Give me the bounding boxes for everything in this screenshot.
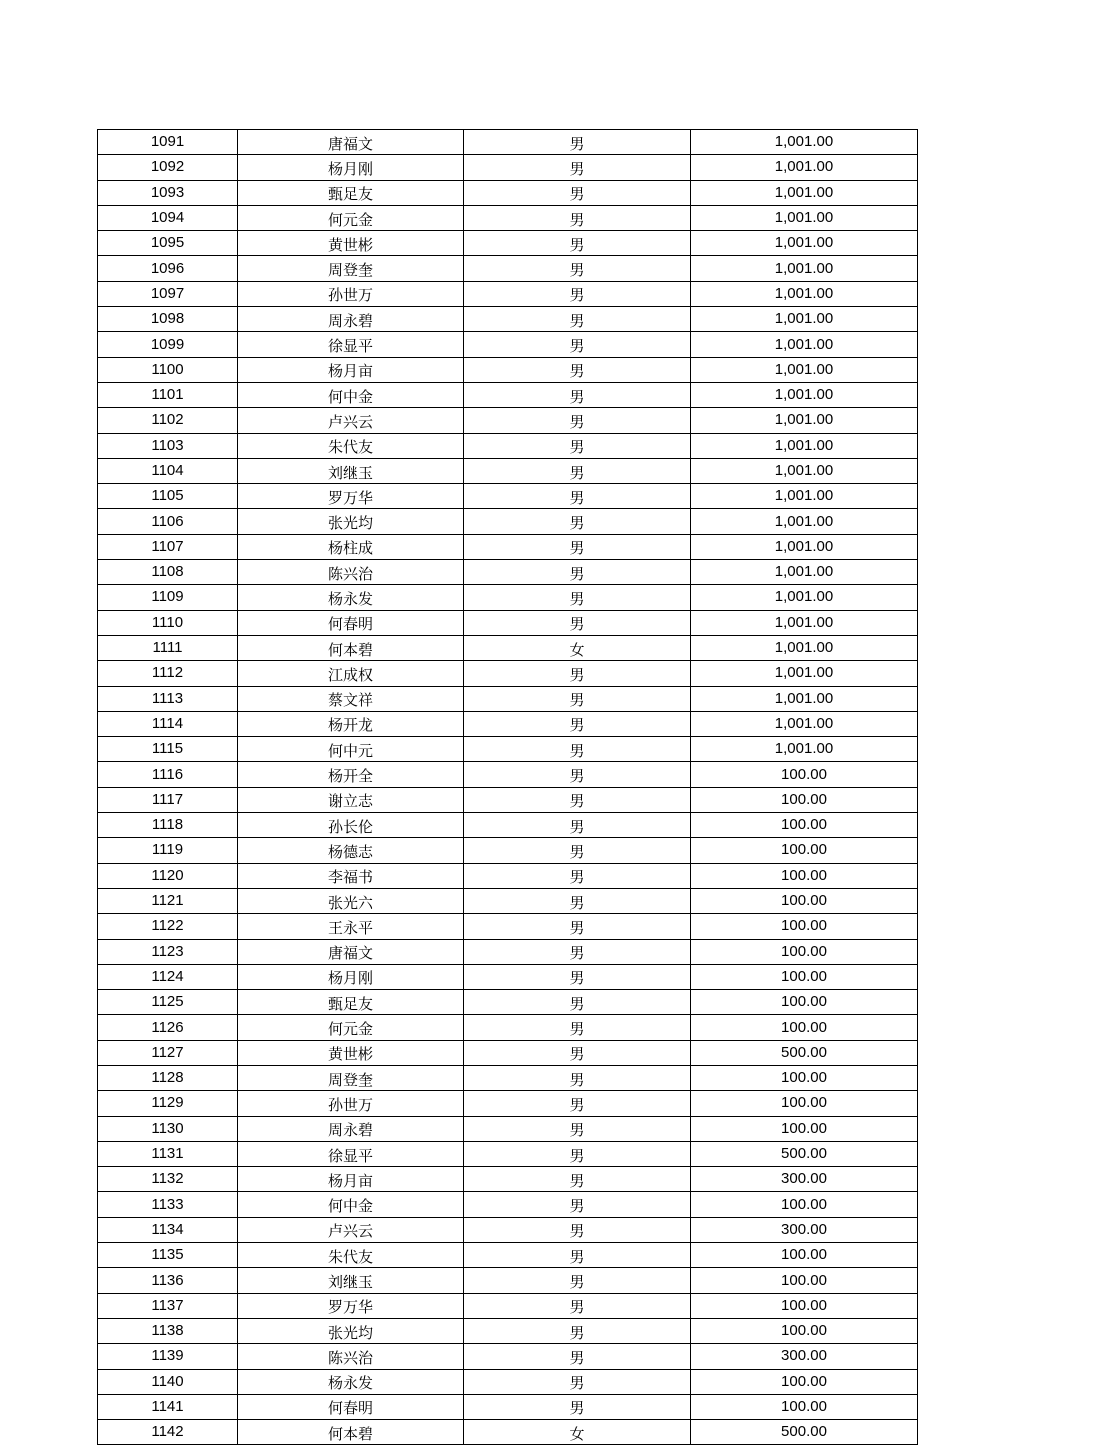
table-row xyxy=(98,484,918,509)
row-number-cell: 1097 xyxy=(98,281,238,306)
table-row xyxy=(98,711,918,736)
row-number-cell: 1134 xyxy=(98,1217,238,1242)
amount-cell: 1,001.00 xyxy=(691,256,918,281)
table-body xyxy=(98,130,918,1445)
row-number-cell: 1098 xyxy=(98,307,238,332)
gender-cell: 男 xyxy=(464,686,691,711)
gender-cell: 男 xyxy=(464,914,691,939)
gender-cell: 男 xyxy=(464,1065,691,1090)
amount-cell: 100.00 xyxy=(691,1394,918,1419)
amount-cell: 100.00 xyxy=(691,1091,918,1116)
name-cell: 唐福文 xyxy=(238,939,464,964)
row-number-cell: 1130 xyxy=(98,1116,238,1141)
amount-cell: 1,001.00 xyxy=(691,509,918,534)
name-cell: 何元金 xyxy=(238,205,464,230)
amount-cell: 1,001.00 xyxy=(691,484,918,509)
row-number-cell: 1110 xyxy=(98,610,238,635)
amount-cell: 100.00 xyxy=(691,1268,918,1293)
name-cell: 罗万华 xyxy=(238,1293,464,1318)
row-number-cell: 1124 xyxy=(98,964,238,989)
table-row xyxy=(98,737,918,762)
name-cell: 卢兴云 xyxy=(238,408,464,433)
gender-cell: 男 xyxy=(464,256,691,281)
table-row xyxy=(98,180,918,205)
row-number-cell: 1109 xyxy=(98,585,238,610)
amount-cell: 1,001.00 xyxy=(691,180,918,205)
amount-cell: 1,001.00 xyxy=(691,635,918,660)
name-cell: 何中金 xyxy=(238,1192,464,1217)
table-row xyxy=(98,155,918,180)
table-row xyxy=(98,762,918,787)
name-cell: 杨月亩 xyxy=(238,1167,464,1192)
table-row xyxy=(98,1217,918,1242)
name-cell: 杨永发 xyxy=(238,585,464,610)
amount-cell: 100.00 xyxy=(691,888,918,913)
name-cell: 何春明 xyxy=(238,610,464,635)
table-row xyxy=(98,130,918,155)
amount-cell: 1,001.00 xyxy=(691,332,918,357)
gender-cell: 男 xyxy=(464,1394,691,1419)
row-number-cell: 1104 xyxy=(98,458,238,483)
row-number-cell: 1103 xyxy=(98,433,238,458)
table-row xyxy=(98,534,918,559)
table-row xyxy=(98,787,918,812)
table-row xyxy=(98,1420,918,1445)
row-number-cell: 1129 xyxy=(98,1091,238,1116)
name-cell: 罗万华 xyxy=(238,484,464,509)
amount-cell: 100.00 xyxy=(691,1369,918,1394)
table-row xyxy=(98,888,918,913)
table-row xyxy=(98,1040,918,1065)
row-number-cell: 1126 xyxy=(98,1015,238,1040)
gender-cell: 女 xyxy=(464,1420,691,1445)
amount-cell: 300.00 xyxy=(691,1344,918,1369)
amount-cell: 1,001.00 xyxy=(691,155,918,180)
row-number-cell: 1139 xyxy=(98,1344,238,1369)
amount-cell: 100.00 xyxy=(691,1065,918,1090)
gender-cell: 男 xyxy=(464,990,691,1015)
table-row xyxy=(98,408,918,433)
amount-cell: 1,001.00 xyxy=(691,560,918,585)
row-number-cell: 1125 xyxy=(98,990,238,1015)
amount-cell: 500.00 xyxy=(691,1420,918,1445)
data-table xyxy=(97,129,918,1445)
table-row xyxy=(98,813,918,838)
gender-cell: 男 xyxy=(464,458,691,483)
amount-cell: 300.00 xyxy=(691,1167,918,1192)
name-cell: 杨开全 xyxy=(238,762,464,787)
gender-cell: 男 xyxy=(464,1192,691,1217)
row-number-cell: 1136 xyxy=(98,1268,238,1293)
table-row xyxy=(98,1369,918,1394)
gender-cell: 男 xyxy=(464,737,691,762)
amount-cell: 1,001.00 xyxy=(691,408,918,433)
row-number-cell: 1114 xyxy=(98,711,238,736)
table-row xyxy=(98,1394,918,1419)
row-number-cell: 1135 xyxy=(98,1243,238,1268)
table-row xyxy=(98,560,918,585)
amount-cell: 1,001.00 xyxy=(691,281,918,306)
gender-cell: 男 xyxy=(464,509,691,534)
row-number-cell: 1137 xyxy=(98,1293,238,1318)
name-cell: 杨月亩 xyxy=(238,357,464,382)
amount-cell: 1,001.00 xyxy=(691,433,918,458)
table-row xyxy=(98,863,918,888)
row-number-cell: 1111 xyxy=(98,635,238,660)
amount-cell: 1,001.00 xyxy=(691,205,918,230)
gender-cell: 男 xyxy=(464,281,691,306)
row-number-cell: 1133 xyxy=(98,1192,238,1217)
gender-cell: 男 xyxy=(464,357,691,382)
table-row xyxy=(98,838,918,863)
name-cell: 孙长伦 xyxy=(238,813,464,838)
table-row xyxy=(98,1141,918,1166)
amount-cell: 100.00 xyxy=(691,964,918,989)
table-row xyxy=(98,1243,918,1268)
gender-cell: 男 xyxy=(464,155,691,180)
row-number-cell: 1123 xyxy=(98,939,238,964)
amount-cell: 100.00 xyxy=(691,838,918,863)
amount-cell: 100.00 xyxy=(691,914,918,939)
gender-cell: 男 xyxy=(464,332,691,357)
gender-cell: 男 xyxy=(464,1369,691,1394)
gender-cell: 男 xyxy=(464,610,691,635)
row-number-cell: 1142 xyxy=(98,1420,238,1445)
amount-cell: 1,001.00 xyxy=(691,357,918,382)
amount-cell: 100.00 xyxy=(691,762,918,787)
name-cell: 徐显平 xyxy=(238,332,464,357)
table-row xyxy=(98,914,918,939)
row-number-cell: 1127 xyxy=(98,1040,238,1065)
name-cell: 杨柱成 xyxy=(238,534,464,559)
gender-cell: 男 xyxy=(464,534,691,559)
amount-cell: 100.00 xyxy=(691,1015,918,1040)
name-cell: 周登奎 xyxy=(238,1065,464,1090)
name-cell: 李福书 xyxy=(238,863,464,888)
name-cell: 何元金 xyxy=(238,1015,464,1040)
table-row xyxy=(98,433,918,458)
gender-cell: 男 xyxy=(464,888,691,913)
amount-cell: 100.00 xyxy=(691,1293,918,1318)
amount-cell: 1,001.00 xyxy=(691,307,918,332)
amount-cell: 1,001.00 xyxy=(691,534,918,559)
table-row xyxy=(98,964,918,989)
gender-cell: 男 xyxy=(464,787,691,812)
name-cell: 何中金 xyxy=(238,382,464,407)
amount-cell: 1,001.00 xyxy=(691,231,918,256)
name-cell: 王永平 xyxy=(238,914,464,939)
gender-cell: 男 xyxy=(464,231,691,256)
table-row xyxy=(98,635,918,660)
row-number-cell: 1092 xyxy=(98,155,238,180)
gender-cell: 男 xyxy=(464,585,691,610)
name-cell: 卢兴云 xyxy=(238,1217,464,1242)
row-number-cell: 1112 xyxy=(98,661,238,686)
amount-cell: 1,001.00 xyxy=(691,711,918,736)
row-number-cell: 1105 xyxy=(98,484,238,509)
gender-cell: 男 xyxy=(464,838,691,863)
table-row xyxy=(98,585,918,610)
gender-cell: 男 xyxy=(464,408,691,433)
gender-cell: 男 xyxy=(464,1116,691,1141)
name-cell: 周永碧 xyxy=(238,307,464,332)
name-cell: 陈兴治 xyxy=(238,1344,464,1369)
gender-cell: 男 xyxy=(464,939,691,964)
amount-cell: 100.00 xyxy=(691,813,918,838)
gender-cell: 男 xyxy=(464,205,691,230)
gender-cell: 男 xyxy=(464,130,691,155)
gender-cell: 男 xyxy=(464,382,691,407)
gender-cell: 男 xyxy=(464,661,691,686)
gender-cell: 男 xyxy=(464,1268,691,1293)
name-cell: 孙世万 xyxy=(238,1091,464,1116)
name-cell: 谢立志 xyxy=(238,787,464,812)
row-number-cell: 1100 xyxy=(98,357,238,382)
row-number-cell: 1118 xyxy=(98,813,238,838)
table-row xyxy=(98,1116,918,1141)
table-row xyxy=(98,661,918,686)
gender-cell: 男 xyxy=(464,813,691,838)
row-number-cell: 1131 xyxy=(98,1141,238,1166)
gender-cell: 男 xyxy=(464,1217,691,1242)
name-cell: 朱代友 xyxy=(238,1243,464,1268)
table-row xyxy=(98,1015,918,1040)
gender-cell: 男 xyxy=(464,1344,691,1369)
table-row xyxy=(98,382,918,407)
amount-cell: 100.00 xyxy=(691,787,918,812)
amount-cell: 100.00 xyxy=(691,1116,918,1141)
row-number-cell: 1106 xyxy=(98,509,238,534)
gender-cell: 男 xyxy=(464,1167,691,1192)
name-cell: 何春明 xyxy=(238,1394,464,1419)
table-row xyxy=(98,610,918,635)
row-number-cell: 1095 xyxy=(98,231,238,256)
name-cell: 何本碧 xyxy=(238,1420,464,1445)
gender-cell: 男 xyxy=(464,433,691,458)
gender-cell: 男 xyxy=(464,1015,691,1040)
table-row xyxy=(98,357,918,382)
name-cell: 朱代友 xyxy=(238,433,464,458)
table-row xyxy=(98,307,918,332)
gender-cell: 男 xyxy=(464,964,691,989)
amount-cell: 1,001.00 xyxy=(691,686,918,711)
table-row xyxy=(98,231,918,256)
name-cell: 刘继玉 xyxy=(238,458,464,483)
name-cell: 周永碧 xyxy=(238,1116,464,1141)
gender-cell: 男 xyxy=(464,1040,691,1065)
amount-cell: 1,001.00 xyxy=(691,610,918,635)
row-number-cell: 1141 xyxy=(98,1394,238,1419)
row-number-cell: 1091 xyxy=(98,130,238,155)
table-row xyxy=(98,1192,918,1217)
name-cell: 何本碧 xyxy=(238,635,464,660)
gender-cell: 男 xyxy=(464,1293,691,1318)
table-row xyxy=(98,1268,918,1293)
table-row xyxy=(98,458,918,483)
row-number-cell: 1101 xyxy=(98,382,238,407)
name-cell: 杨月刚 xyxy=(238,155,464,180)
name-cell: 黄世彬 xyxy=(238,1040,464,1065)
amount-cell: 1,001.00 xyxy=(691,661,918,686)
gender-cell: 男 xyxy=(464,762,691,787)
gender-cell: 男 xyxy=(464,1091,691,1116)
amount-cell: 1,001.00 xyxy=(691,458,918,483)
table-row xyxy=(98,1293,918,1318)
amount-cell: 100.00 xyxy=(691,1318,918,1343)
row-number-cell: 1102 xyxy=(98,408,238,433)
amount-cell: 1,001.00 xyxy=(691,585,918,610)
amount-cell: 300.00 xyxy=(691,1217,918,1242)
gender-cell: 男 xyxy=(464,560,691,585)
name-cell: 黄世彬 xyxy=(238,231,464,256)
row-number-cell: 1128 xyxy=(98,1065,238,1090)
gender-cell: 男 xyxy=(464,863,691,888)
table-row xyxy=(98,256,918,281)
gender-cell: 男 xyxy=(464,484,691,509)
gender-cell: 男 xyxy=(464,1141,691,1166)
row-number-cell: 1138 xyxy=(98,1318,238,1343)
gender-cell: 男 xyxy=(464,180,691,205)
amount-cell: 1,001.00 xyxy=(691,382,918,407)
name-cell: 杨开龙 xyxy=(238,711,464,736)
table-row xyxy=(98,1091,918,1116)
name-cell: 张光六 xyxy=(238,888,464,913)
row-number-cell: 1140 xyxy=(98,1369,238,1394)
row-number-cell: 1093 xyxy=(98,180,238,205)
name-cell: 张光均 xyxy=(238,1318,464,1343)
table-row xyxy=(98,281,918,306)
name-cell: 张光均 xyxy=(238,509,464,534)
gender-cell: 女 xyxy=(464,635,691,660)
name-cell: 何中元 xyxy=(238,737,464,762)
name-cell: 杨永发 xyxy=(238,1369,464,1394)
name-cell: 唐福文 xyxy=(238,130,464,155)
name-cell: 蔡文祥 xyxy=(238,686,464,711)
table-row xyxy=(98,686,918,711)
row-number-cell: 1108 xyxy=(98,560,238,585)
gender-cell: 男 xyxy=(464,711,691,736)
name-cell: 江成权 xyxy=(238,661,464,686)
table-row xyxy=(98,939,918,964)
name-cell: 杨德志 xyxy=(238,838,464,863)
gender-cell: 男 xyxy=(464,1243,691,1268)
gender-cell: 男 xyxy=(464,307,691,332)
table-row xyxy=(98,1065,918,1090)
row-number-cell: 1121 xyxy=(98,888,238,913)
row-number-cell: 1132 xyxy=(98,1167,238,1192)
amount-cell: 100.00 xyxy=(691,1192,918,1217)
amount-cell: 500.00 xyxy=(691,1141,918,1166)
gender-cell: 男 xyxy=(464,1318,691,1343)
name-cell: 孙世万 xyxy=(238,281,464,306)
amount-cell: 100.00 xyxy=(691,863,918,888)
name-cell: 甄足友 xyxy=(238,990,464,1015)
row-number-cell: 1120 xyxy=(98,863,238,888)
row-number-cell: 1099 xyxy=(98,332,238,357)
name-cell: 甄足友 xyxy=(238,180,464,205)
name-cell: 刘继玉 xyxy=(238,1268,464,1293)
table-row xyxy=(98,1318,918,1343)
row-number-cell: 1116 xyxy=(98,762,238,787)
name-cell: 陈兴治 xyxy=(238,560,464,585)
amount-cell: 100.00 xyxy=(691,990,918,1015)
row-number-cell: 1094 xyxy=(98,205,238,230)
amount-cell: 100.00 xyxy=(691,939,918,964)
amount-cell: 500.00 xyxy=(691,1040,918,1065)
row-number-cell: 1117 xyxy=(98,787,238,812)
amount-cell: 1,001.00 xyxy=(691,737,918,762)
row-number-cell: 1119 xyxy=(98,838,238,863)
name-cell: 周登奎 xyxy=(238,256,464,281)
amount-cell: 100.00 xyxy=(691,1243,918,1268)
table-row xyxy=(98,332,918,357)
table-row xyxy=(98,205,918,230)
row-number-cell: 1096 xyxy=(98,256,238,281)
table-row xyxy=(98,1167,918,1192)
table-row xyxy=(98,1344,918,1369)
name-cell: 徐显平 xyxy=(238,1141,464,1166)
table-row xyxy=(98,990,918,1015)
name-cell: 杨月刚 xyxy=(238,964,464,989)
row-number-cell: 1122 xyxy=(98,914,238,939)
table-row xyxy=(98,509,918,534)
row-number-cell: 1115 xyxy=(98,737,238,762)
amount-cell: 1,001.00 xyxy=(691,130,918,155)
row-number-cell: 1107 xyxy=(98,534,238,559)
row-number-cell: 1113 xyxy=(98,686,238,711)
